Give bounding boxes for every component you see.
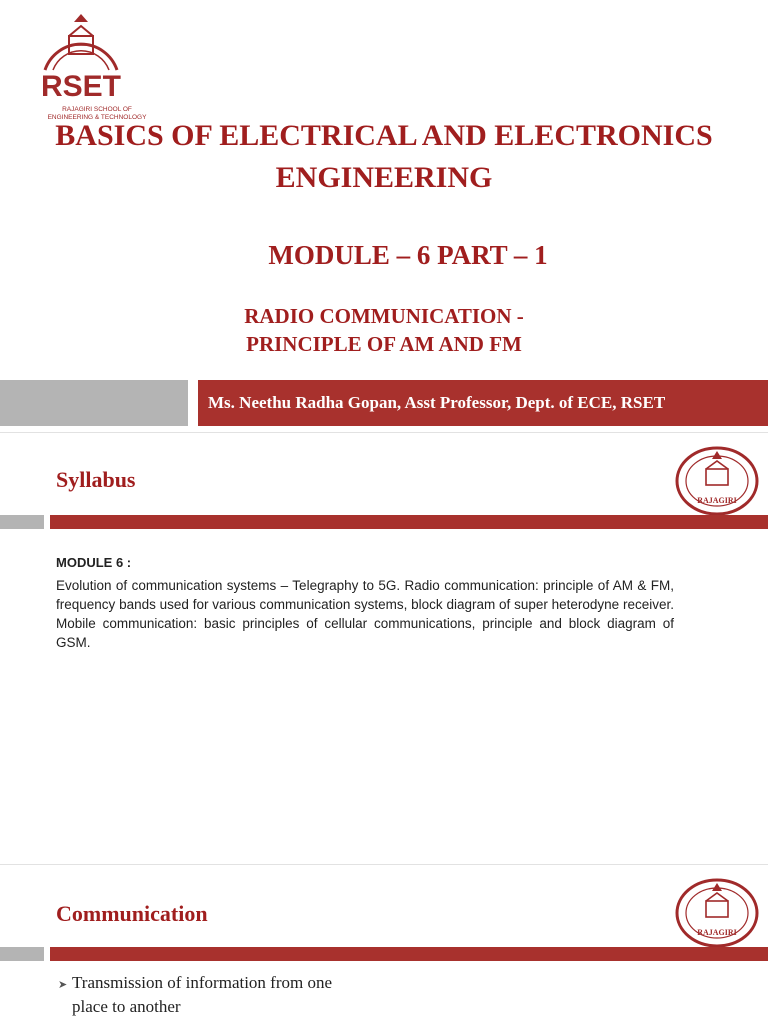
rset-emblem-icon [41, 10, 121, 72]
rajagiri-seal-icon [672, 873, 762, 949]
syllabus-content [56, 555, 674, 652]
bullet-list [58, 971, 332, 1019]
rajagiri-seal-icon [672, 441, 762, 517]
bullet-text [72, 971, 332, 1019]
slide-title: Syllabus [56, 467, 136, 492]
seal-text: RAJAGIRI [697, 928, 737, 937]
seal-text: RAJAGIRI [697, 496, 737, 505]
divider-red [50, 515, 768, 529]
topic-subtitle [0, 302, 768, 358]
course-title-line2: ENGINEERING [275, 161, 493, 194]
module-title: MODULE – 6 PART – 1 [268, 240, 548, 270]
logo-wordmark: RSET [41, 70, 122, 103]
bullet-text-line2: place to another [72, 997, 181, 1016]
divider-gray [0, 947, 44, 961]
module-heading: MODULE 6 : [56, 555, 132, 570]
title-slide [0, 0, 768, 432]
decorative-gray-bar [0, 380, 188, 426]
divider-red [50, 947, 768, 961]
logo-subtitle-line2: ENGINEERING & TECHNOLOGY [47, 114, 147, 121]
bullet-text-line1: Transmission of information from one [72, 973, 333, 992]
module-description: Evolution of communication systems – Telegraphy to 5G. Radio communication: principle of AM & FM, frequency bands used for various communication systems, block diagram of super heterodyne receiver. Mobile communication: basic principles of cellular communications, principle and block diagram of GSM. [56, 578, 674, 650]
course-title-line1: BASICS OF ELECTRICAL AND ELECTRONICS [55, 119, 713, 152]
bullet-arrow-icon: ➤ [58, 979, 68, 991]
author-bar: Ms. Neethu Radha Gopan, Asst Professor, Dept. of ECE, RSET [198, 380, 768, 426]
communication-slide [0, 864, 768, 1024]
divider-gray [0, 515, 44, 529]
syllabus-slide [0, 432, 768, 864]
rset-logo [36, 10, 146, 120]
list-item [58, 971, 332, 1019]
slide-title: Communication [56, 901, 208, 926]
topic-subtitle-line1: RADIO COMMUNICATION - [244, 304, 524, 328]
logo-subtitle-line1: RAJAGIRI SCHOOL OF [62, 106, 132, 113]
course-title [0, 116, 768, 198]
topic-subtitle-line2: PRINCIPLE OF AM AND FM [246, 332, 522, 356]
